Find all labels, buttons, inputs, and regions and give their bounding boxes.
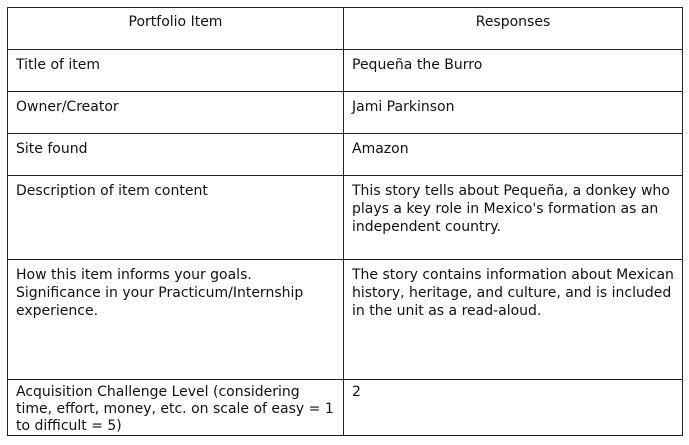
item-cell: Title of item [8,50,344,92]
header-responses: Responses [344,8,683,50]
item-cell: How this item informs your goals. Significance in your Practicum/Internship experience. [8,260,344,380]
table-row [8,176,683,260]
table-row [8,134,683,176]
table-row [8,380,683,436]
table-header-row [8,8,683,50]
item-cell: Owner/Creator [8,92,344,134]
table-row [8,50,683,92]
portfolio-table [7,7,683,436]
response-cell: The story contains information about Mexican history, heritage, and culture, and is included in the unit as a read-aloud. [344,260,683,380]
item-cell: Description of item content [8,176,344,260]
response-cell: This story tells about Pequeña, a donkey who plays a key role in Mexico's formation as an independent country. [344,176,683,260]
item-cell: Acquisition Challenge Level (considering time, effort, money, etc. on scale of easy = 1 to difficult = 5) [8,380,344,436]
response-cell: Amazon [344,134,683,176]
response-cell: 2 [344,380,683,436]
table-row [8,92,683,134]
response-cell: Pequeña the Burro [344,50,683,92]
table-row [8,260,683,380]
header-portfolio-item: Portfolio Item [8,8,344,50]
response-cell: Jami Parkinson [344,92,683,134]
item-cell: Site found [8,134,344,176]
